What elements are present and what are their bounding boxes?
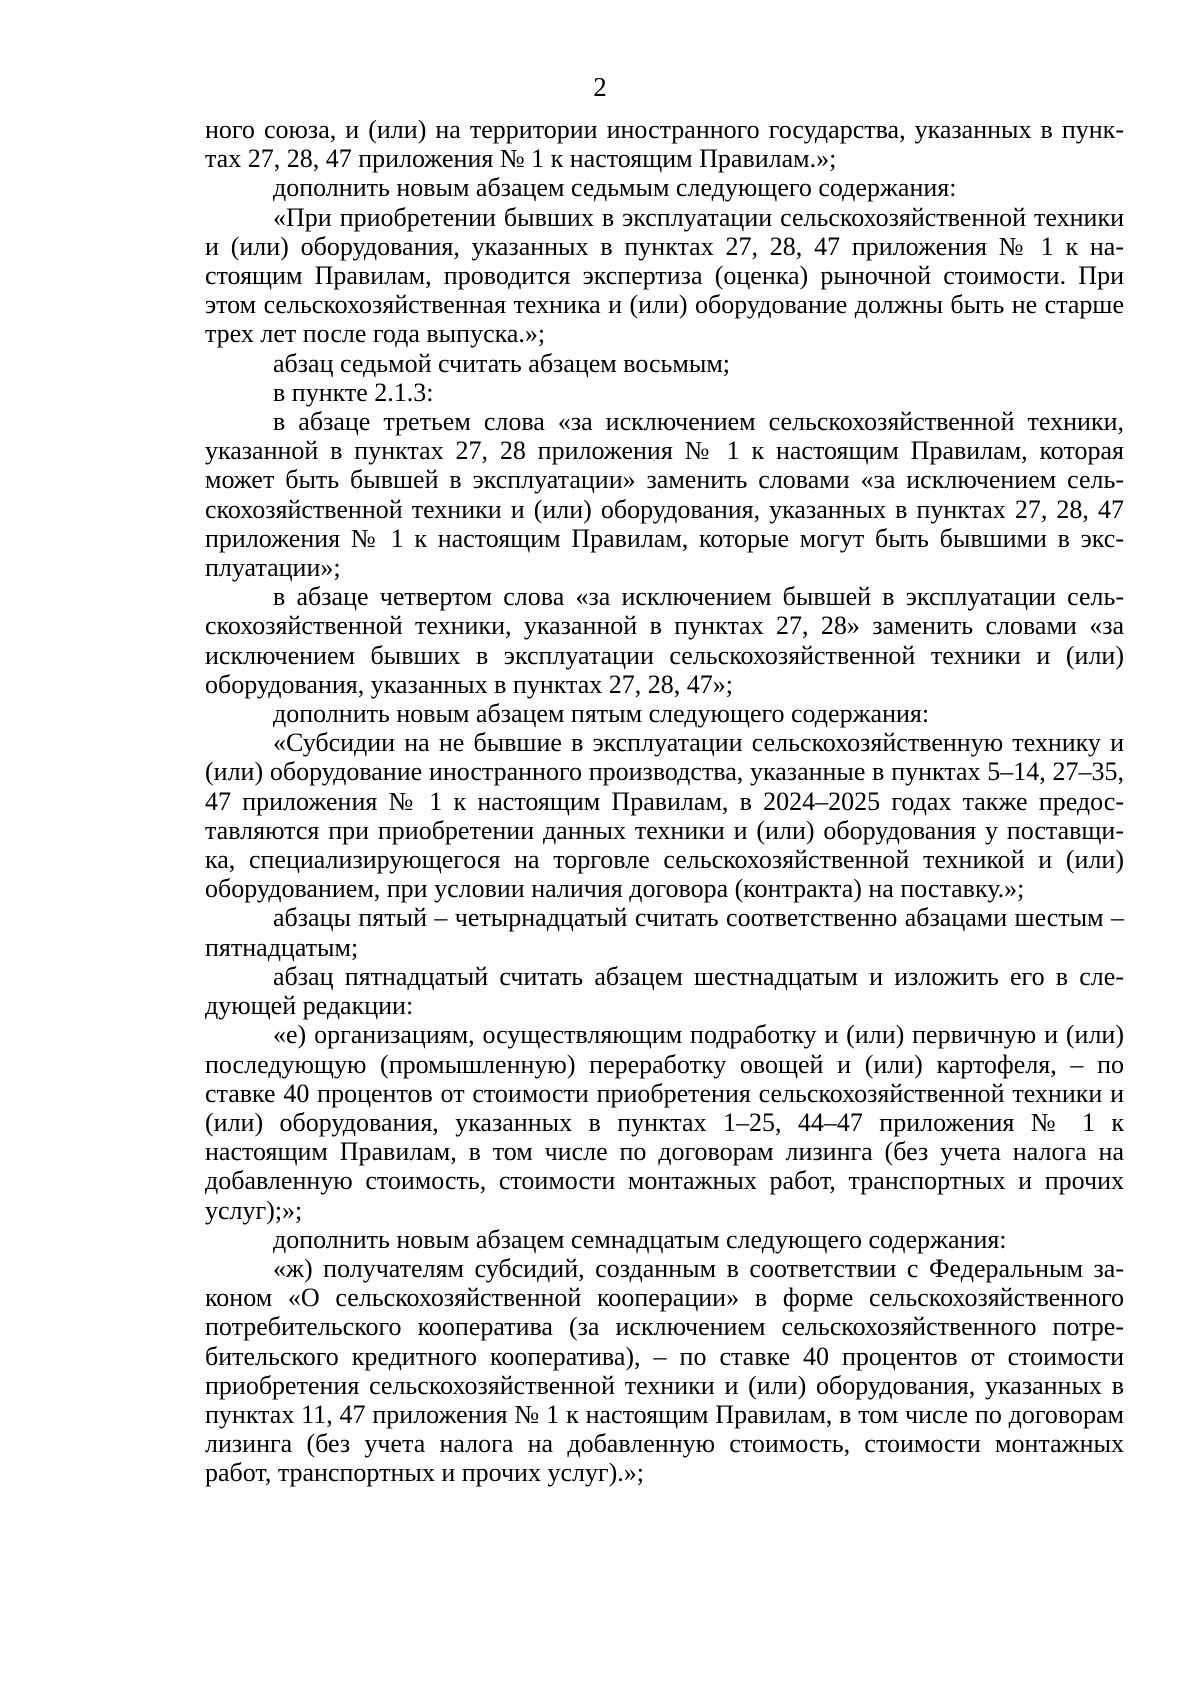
paragraph-renumbering: абзацы пятый – четырнадцатый считать соответственно абзацами шестым – пятнадцатым; [205, 903, 1124, 962]
paragraph-amendment: в абзаце третьем слова «за исключением сельскохозяйственной техники, указанной в пунктах 27, 28 приложения № 1 к настоящим Правилам, которая может быть бывшей в эксплуатации» заменить словами «за исключением сельскохозяйственной техники и (или) оборудования, указанных в пунктах 27, 28, 47 приложения № 1 к настоящим Правилам, которые могут быть бывшими в эксплуатации»; [205, 407, 1124, 583]
page-number: 2 [593, 72, 607, 102]
paragraph-quoted-text: «Субсидии на не бывшие в эксплуатации сельскохозяйственную технику и (или) оборудование иностранного производства, указанные в пунктах 5–14, 27–35, 47 приложения № 1 к настоящим Правилам, в 2024–2025 годах также предоставляются при приобретении данных техники и (или) оборудования у поставщика, специализирующегося на торговле сельскохозяйственной техникой и (или) оборудованием, при условии наличия договора (контракта) на поставку.»; [205, 728, 1124, 904]
document-body [205, 115, 1124, 1488]
paragraph-quoted-text: «ж) получателям субсидий, созданным в соответствии с Федеральным законом «О сельскохозяйственной кооперации» в форме сельскохозяйственного потребительского кооператива (за исключением сельскохозяйственного потребительского кредитного кооператива), – по ставке 40 процентов от стоимости приобретения сельскохозяйственной техники и (или) оборудования, указанных в пунктах 11, 47 приложения № 1 к настоящим Правилам, в том числе по договорам лизинга (без учета налога на добавленную стоимость, стоимости монтажных работ, транспортных и прочих услуг).»; [205, 1253, 1124, 1488]
paragraph-amendment: абзац пятнадцатый считать абзацем шестнадцатым и изложить его в следующей редакции: [205, 961, 1124, 1021]
paragraph-quoted-text: «е) организациям, осуществляющим подработку и (или) первичную и (или) последующую (промышленную) переработку овощей и (или) картофеля, – по ставке 40 процентов от стоимости приобретения сельскохозяйственной техники и (или) оборудования, указанных в пунктах 1–25, 44–47 приложения № 1 к настоящим Правилам, в том числе по договорам лизинга (без учета налога на добавленную стоимость, стоимости монтажных работ, транспортных и прочих услуг);»; [205, 1020, 1124, 1225]
paragraph-renumbering: абзац седьмой считать абзацем восьмым; [273, 348, 731, 378]
paragraph-clause-heading: в пункте 2.1.3: [273, 377, 434, 407]
paragraph-amendment-instruction: дополнить новым абзацем семнадцатым следующего содержания: [273, 1224, 1007, 1254]
paragraph-continuation: ного союза, и (или) на территории иностранного государства, указанных в пунктах 27, 28, 47 приложения № 1 к настоящим Правилам.»; [205, 115, 1124, 174]
paragraph-quoted-text: «При приобретении бывших в эксплуатации сельскохозяйственной техники и (или) оборудования, указанных в пунктах 27, 28, 47 приложения № 1 к настоящим Правилам, проводится экспертиза (оценка) рыночной стоимости. При этом сельскохозяйственная техника и (или) оборудование должны быть не старше трех лет после года выпуска.»; [205, 202, 1124, 349]
paragraph-amendment-instruction: дополнить новым абзацем пятым следующего содержания: [273, 699, 930, 729]
paragraph-amendment-instruction: дополнить новым абзацем седьмым следующего содержания: [273, 173, 957, 203]
paragraph-amendment: в абзаце четвертом слова «за исключением бывшей в эксплуатации сельскохозяйственной техники, указанной в пунктах 27, 28» заменить словами «за исключением бывших в эксплуатации сельскохозяйственной техники и (или) оборудования, указанных в пунктах 27, 28, 47»; [205, 582, 1124, 699]
